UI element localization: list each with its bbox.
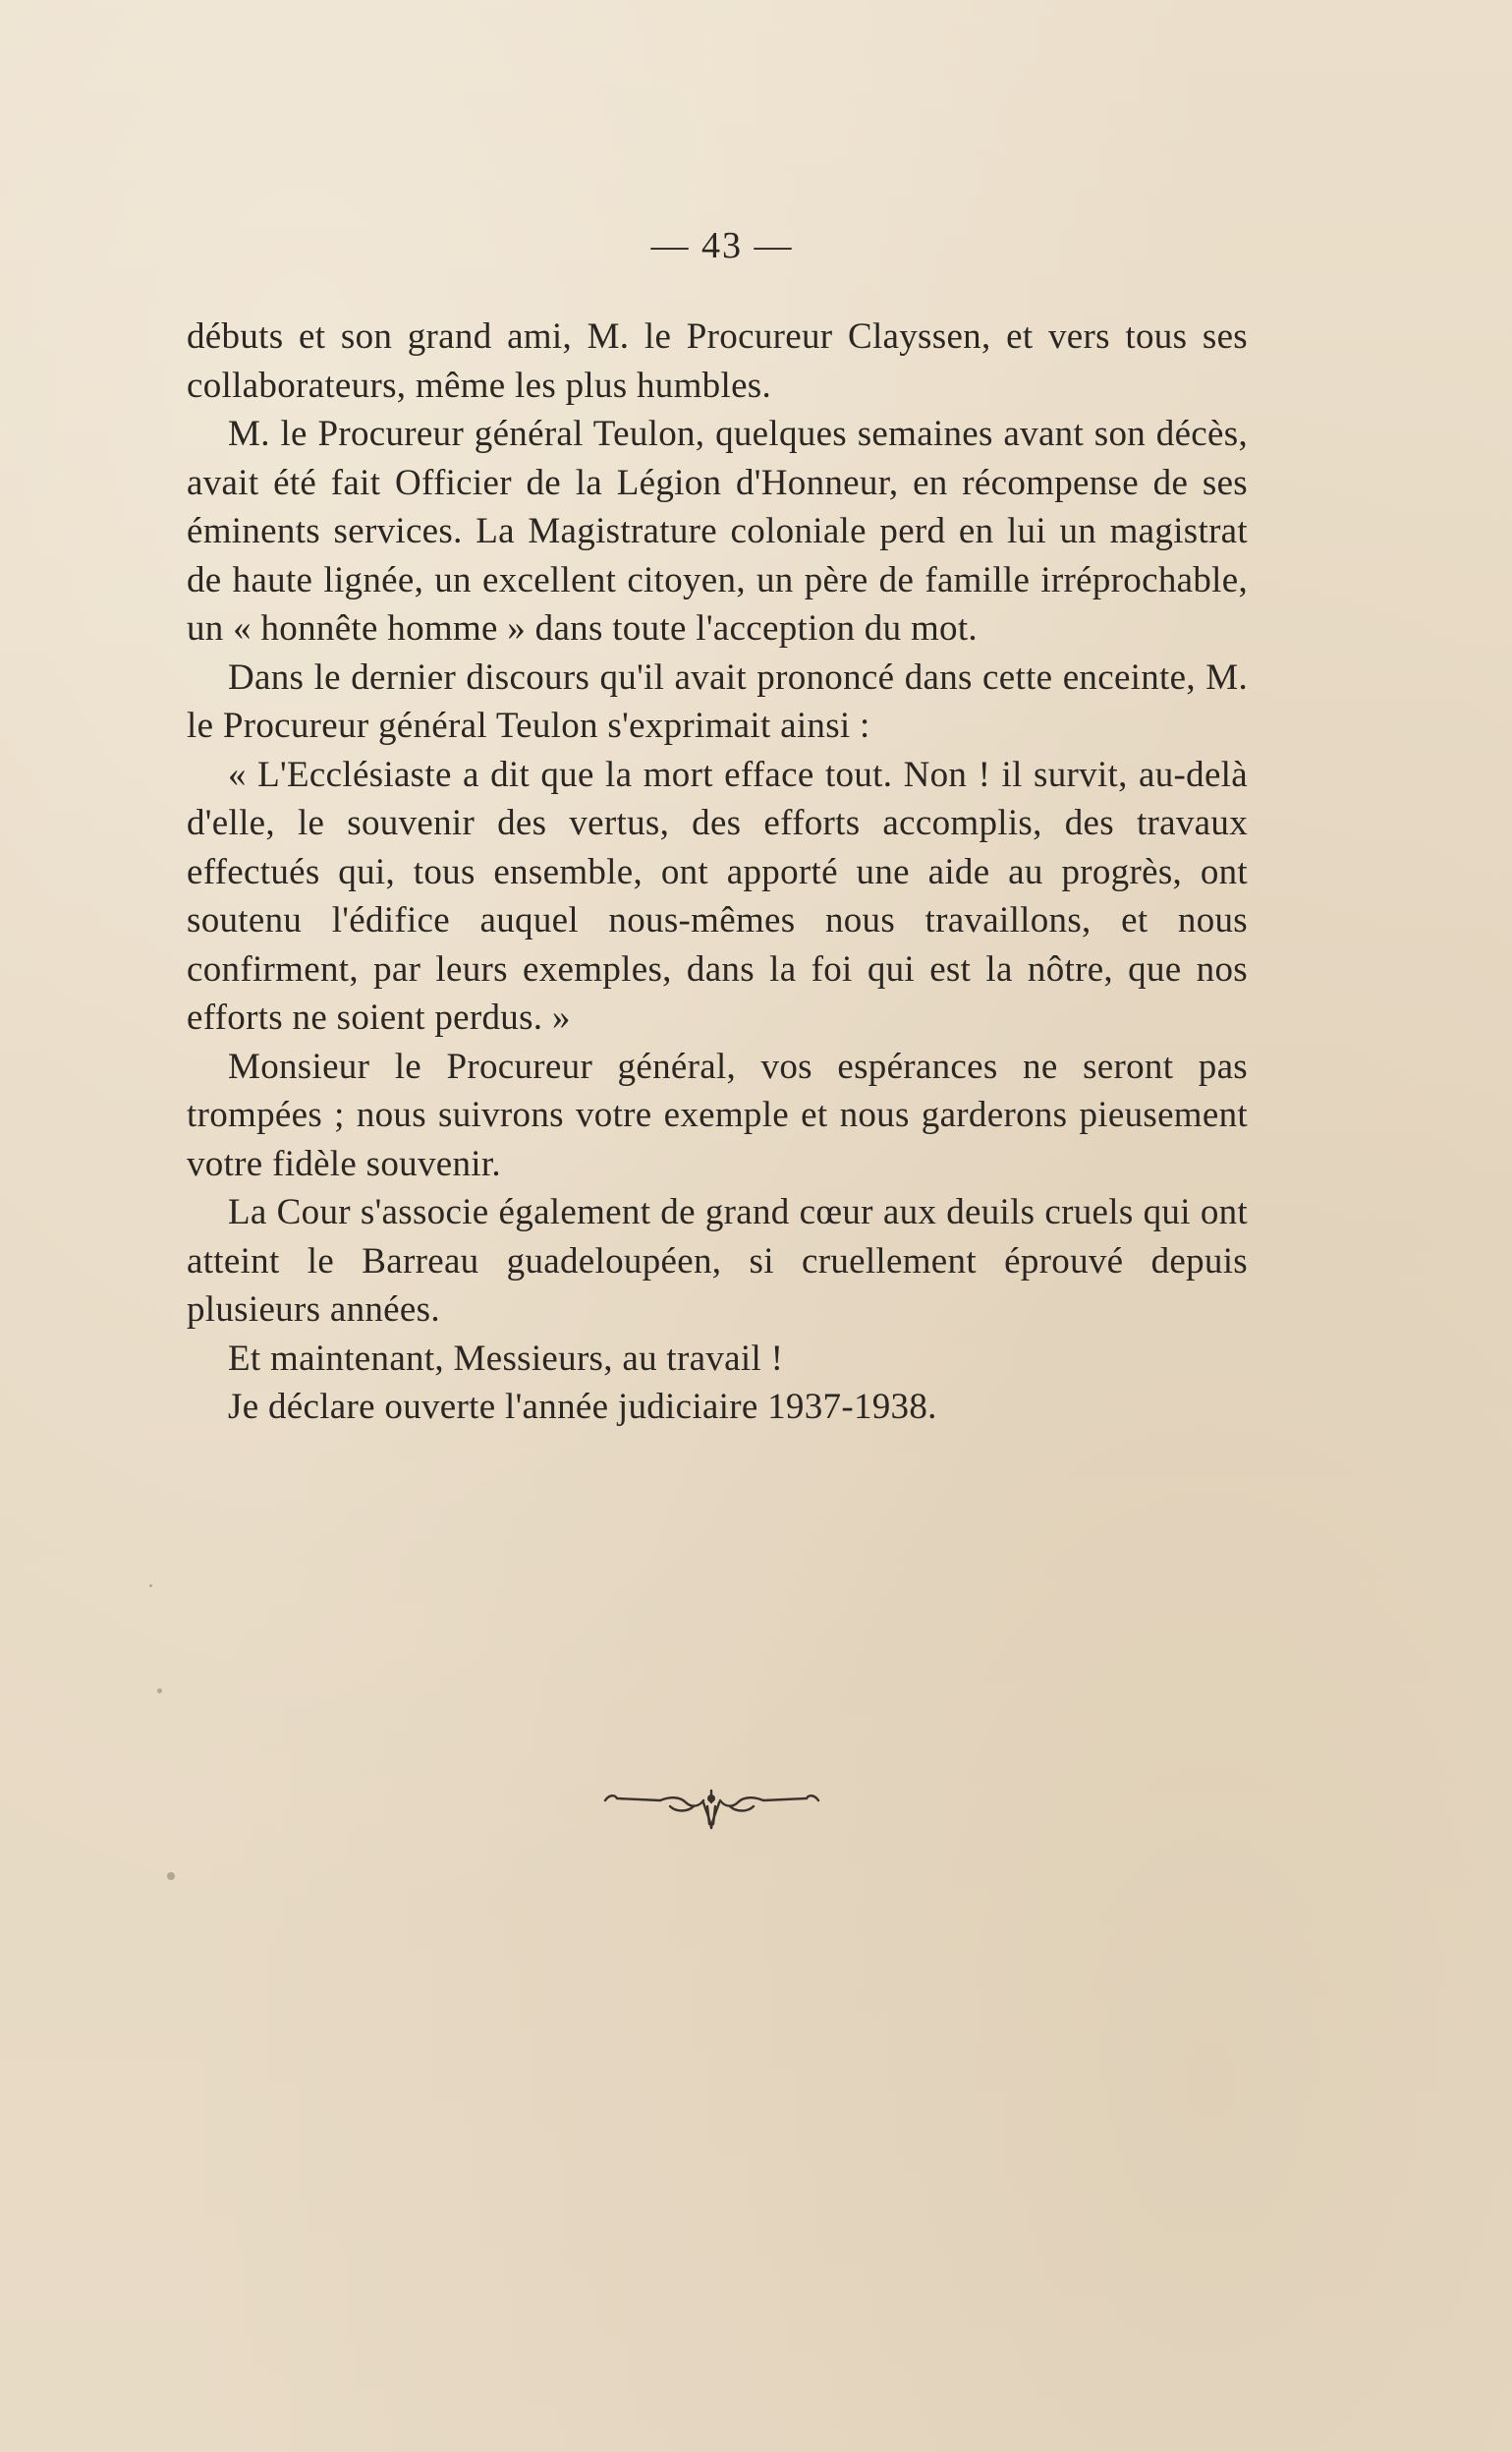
paragraph-4-quotation: « L'Ecclésiaste a dit que la mort efface tout. Non ! il survit, au-delà d'elle, le souvenir des vertus, des efforts accomplis, des travaux effectués qui, tous ensemble, ont apporté une aide au progrès, ont soutenu l'édifice auquel nous-mêmes nous travaillons, et nous confirment, par leurs exemples, dans la foi qui est la nôtre, que nos efforts ne soient perdus. » — [187, 754, 1248, 1038]
paper-speck — [167, 1872, 175, 1880]
page-number: — 43 — — [650, 225, 794, 266]
paragraph-5: Monsieur le Procureur général, vos espérances ne seront pas trompées ; nous suivrons votre exemple et nous garderons pieusement votre fidèle souvenir. — [187, 1046, 1248, 1184]
paragraph-2: M. le Procureur général Teulon, quelques semaines avant son décès, avait été fait Officier de la Légion d'Honneur, en récompense de ses éminents services. La Magistrature coloniale perd en lui un magistrat de haute lignée, un excellent citoyen, un père de famille irréprochable, un « honnête homme » dans toute l'acception du mot. — [187, 414, 1248, 649]
paragraph-1: débuts et son grand ami, M. le Procureur Clayssen, et vers tous ses collaborateurs, même les plus humbles. — [187, 316, 1248, 406]
typographic-ornament-icon — [601, 1785, 822, 1834]
paragraph-6: La Cour s'associe également de grand cœur aux deuils cruels qui ont atteint le Barreau guadeloupéen, si cruellement éprouvé depuis plusieurs années. — [187, 1192, 1248, 1330]
paper-speck — [157, 1688, 162, 1693]
paragraph-8: Je déclare ouverte l'année judiciaire 1937-1938. — [228, 1387, 937, 1427]
paragraph-7: Et maintenant, Messieurs, au travail ! — [228, 1338, 784, 1379]
body-text — [187, 313, 1248, 1432]
paragraph-3: Dans le dernier discours qu'il avait prononcé dans cette enceinte, M. le Procureur général Teulon s'exprimait ainsi : — [187, 656, 1248, 746]
paper-speck — [149, 1584, 152, 1587]
